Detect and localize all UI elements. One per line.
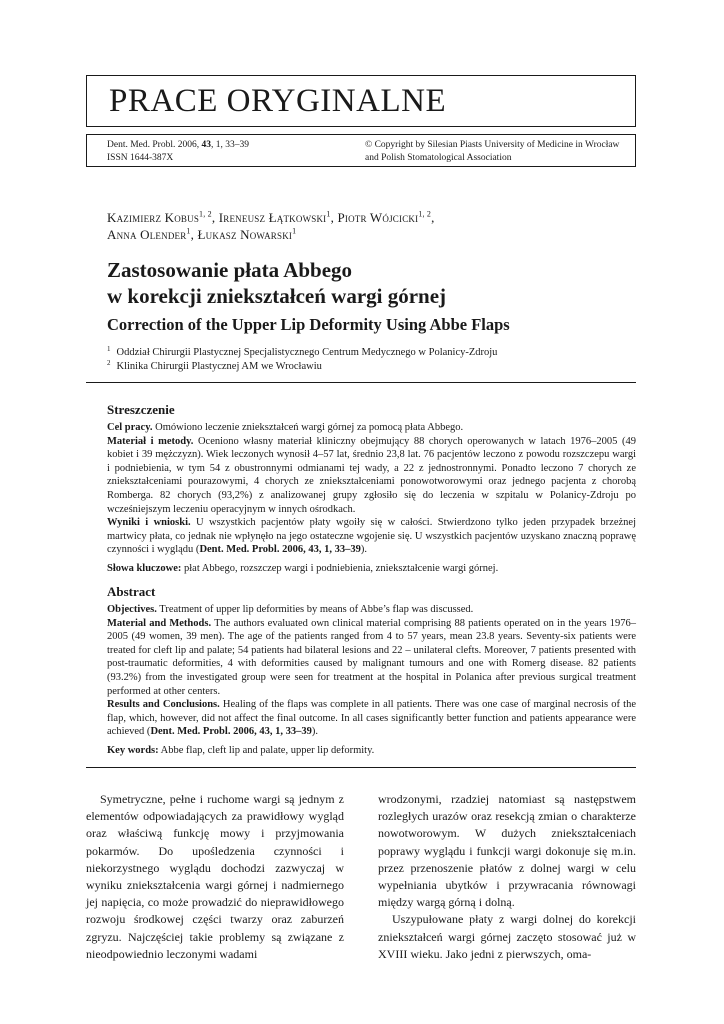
affiliation-item	[107, 360, 627, 374]
affiliation-text: Klinika Chirurgii Plastycznej AM we Wrocławiu	[116, 361, 322, 372]
citation-end: ).	[360, 544, 367, 556]
article-title-polish	[107, 257, 627, 309]
body-paragraph: wrodzonymi, rzadziej natomiast są następstwem rozległych urazów oraz resekcją zmian o charakterze nowotworowym. W dużych zniekształceniach poprawy wyglądu i funkcji wargi dokonuje się m.in. przez przenoszenie płatów z dolnej wargi w celu wypełniania ubytków i przywracania równowagi między wargą górną i dolną.	[378, 792, 636, 910]
author-name: Ireneusz Łątkowski	[218, 210, 327, 225]
text-material: Oceniono własny materiał kliniczny obejmujący 88 chorych operowanych w latach 1976–2005 (49 kobiet i 39 mężczyzn). Wiek leczonych wynosił 4–57 lat, średnio 23,8 lat. 76 pacjentów leczono z powodu rozszczepu wargi i podniebienia, w tym 54 z obustronnymi odmianami tej wady, a 22 z jednostronnymi. Ponadto leczono 7 chorych ze zniekształceniami pourazowymi, 4 chorych ze zniekształceniami ponowotworowymi oraz jednego pacjenta z chorobą Romberga. 82 chorych (93,2%) z analizowanej grupy zgłosiło się do leczenia w szpitalu w Polanicy-Zdroju po wcześniejszym leczeniu operacyjnym w innych ośrodkach.	[107, 435, 636, 515]
abstract-body	[107, 603, 636, 758]
section-title: PRACE ORYGINALNE	[109, 83, 447, 119]
author-separator: ,	[211, 210, 219, 225]
affiliation-text: Oddział Chirurgii Plastycznej Specjalistycznego Centrum Medycznego w Polanicy-Zdroju	[116, 347, 498, 358]
abstract-methods	[107, 617, 636, 699]
label-results: Results and Conclusions.	[107, 699, 220, 711]
affiliation-number: 2	[107, 358, 111, 367]
body-column-right	[378, 791, 636, 963]
label-wyniki: Wyniki i wnioski.	[107, 517, 191, 529]
affiliation-item	[107, 346, 627, 360]
citation: Dent. Med. Probl. 2006, 43, 1, 33–39	[199, 544, 361, 556]
streszczenie-methods	[107, 435, 636, 517]
abstract-heading: Abstract	[107, 584, 156, 599]
text-methods: The authors evaluated own clinical material comprising 88 patients operated on in the years 1976–2005 (49 women, 39 men). The age of the patients ranged from 4 to 57 years, mean 23.8 years. Seventy-six patients were treated for cleft lip and palate; 54 patients had bilateral lesions and 22 – unilateral clefts. Moreover, 7 patients presented with post-traumatic deformities, 4 with deformities caused by malignant tumours and one with Romerg disease. 82 patients (93.2%) from the investigated group were seen for treatment at the hospital in Polanica after previous surgical treatment performed at other centers.	[107, 617, 636, 697]
title-pl-line-2: w korekcji zniekształceń wargi górnej	[107, 284, 447, 308]
author-separator: ,	[330, 210, 338, 225]
streszczenie-body	[107, 421, 636, 576]
citation: Dent. Med. Probl. 2006, 43, 1, 33–39	[150, 726, 312, 738]
journal-meta-box	[86, 134, 636, 167]
streszczenie-results	[107, 516, 636, 557]
label-objectives: Objectives.	[107, 604, 157, 615]
divider-top	[86, 382, 636, 383]
author-name: Łukasz Nowarski	[197, 227, 293, 242]
label-keywords-pl: Słowa kluczowe:	[107, 562, 182, 574]
text-results: Healing of the flaps was complete in all patients. There was one case of marginal necrosis of the flap, which, however, did not affect the final outcome. In all cases significantly better function and patients appearance were achieved (	[107, 699, 636, 738]
author-affil-sup: 1, 2	[199, 209, 212, 219]
title-pl-line-1: Zastosowanie płata Abbego	[107, 258, 353, 282]
journal-citation	[107, 139, 249, 165]
text-keywords-en: Abbe flap, cleft lip and palate, upper lip deformity.	[158, 744, 375, 756]
streszczenie-objective	[107, 421, 636, 435]
divider-bottom	[86, 767, 636, 768]
label-keywords-en: Key words:	[107, 744, 159, 756]
label-material: Materiał i metody.	[107, 435, 194, 447]
body-column-left	[86, 791, 344, 963]
journal-line-b: , 1, 33–39	[210, 140, 249, 150]
journal-line-a: Dent. Med. Probl. 2006,	[107, 140, 202, 150]
streszczenie-heading: Streszczenie	[107, 402, 175, 417]
author-affil-sup: 1	[292, 226, 297, 236]
abstract-results	[107, 698, 636, 739]
author-affil-sup: 1	[186, 226, 191, 236]
author-affil-sup: 1	[326, 209, 331, 219]
author-affil-sup: 1, 2	[418, 209, 432, 219]
text-keywords-pl: płat Abbego, rozszczep wargi i podniebienia, zniekształcenie wargi górnej.	[181, 562, 499, 574]
author-separator: ,	[431, 210, 435, 225]
citation-end: ).	[311, 726, 318, 738]
copyright-line-2: and Polish Stomatological Association	[365, 153, 512, 163]
journal-volume: 43	[201, 140, 211, 150]
label-cel: Cel pracy.	[107, 422, 153, 433]
article-title-english: Correction of the Upper Lip Deformity Using Abbe Flaps	[107, 315, 510, 334]
abstract-keywords	[107, 744, 636, 758]
affiliation-list	[107, 346, 627, 374]
author-name: Piotr Wójcicki	[337, 210, 419, 225]
text-wyniki: U wszystkich pacjentów płaty wgoiły się w całości. Stwierdzono tylko jeden przypadek brzeżnej martwicy płata, co jednak nie wpłynęło na jego ostateczne wgojenie się. U wszystkich pacjentów uzyskano znaczną poprawę czynności i wyglądu (	[107, 517, 636, 556]
body-paragraph: Symetryczne, pełne i ruchome wargi są jednym z elementów odpowiadających za prawidłowy wygląd oraz właściwą funkcję mowy i przyjmowania pokarmów. Do upośledzenia czynności i niekorzystnego wyglądu dochodzi zazwyczaj w wyniku zniekształcenia wargi górnej i nadmiernego jej napięcia, co może prowadzić do nieprawidłowego rozwoju środkowej części twarzy oraz zaburzeń zgryzu. Najczęściej takie problemy są związane z nieodpowiednio leczonymi wadami	[86, 792, 344, 961]
section-header-box	[86, 75, 636, 127]
issn: ISSN 1644-387X	[107, 153, 174, 163]
author-separator: ,	[190, 227, 198, 242]
text-cel: Omówiono leczenie zniekształceń wargi górnej za pomocą płata Abbego.	[152, 422, 464, 433]
affiliation-number: 1	[107, 344, 111, 353]
copyright	[365, 139, 619, 165]
copyright-line-1: © Copyright by Silesian Piasts University of Medicine in Wrocław	[365, 140, 620, 150]
streszczenie-keywords	[107, 562, 636, 576]
author-list	[107, 209, 627, 243]
abstract-objectives	[107, 603, 636, 617]
body-paragraph: Uszypułowane płaty z wargi dolnej do korekcji zniekształceń wargi górnej zaczęto stosować już w XVIII wieku. Jako jedni z pierwszych, oma-	[378, 912, 636, 961]
label-methods: Material and Methods.	[107, 617, 212, 629]
author-name: Kazimierz Kobus	[107, 210, 200, 225]
text-objectives: Treatment of upper lip deformities by means of Abbe’s flap was discussed.	[156, 604, 474, 615]
author-name: Anna Olender	[107, 227, 187, 242]
